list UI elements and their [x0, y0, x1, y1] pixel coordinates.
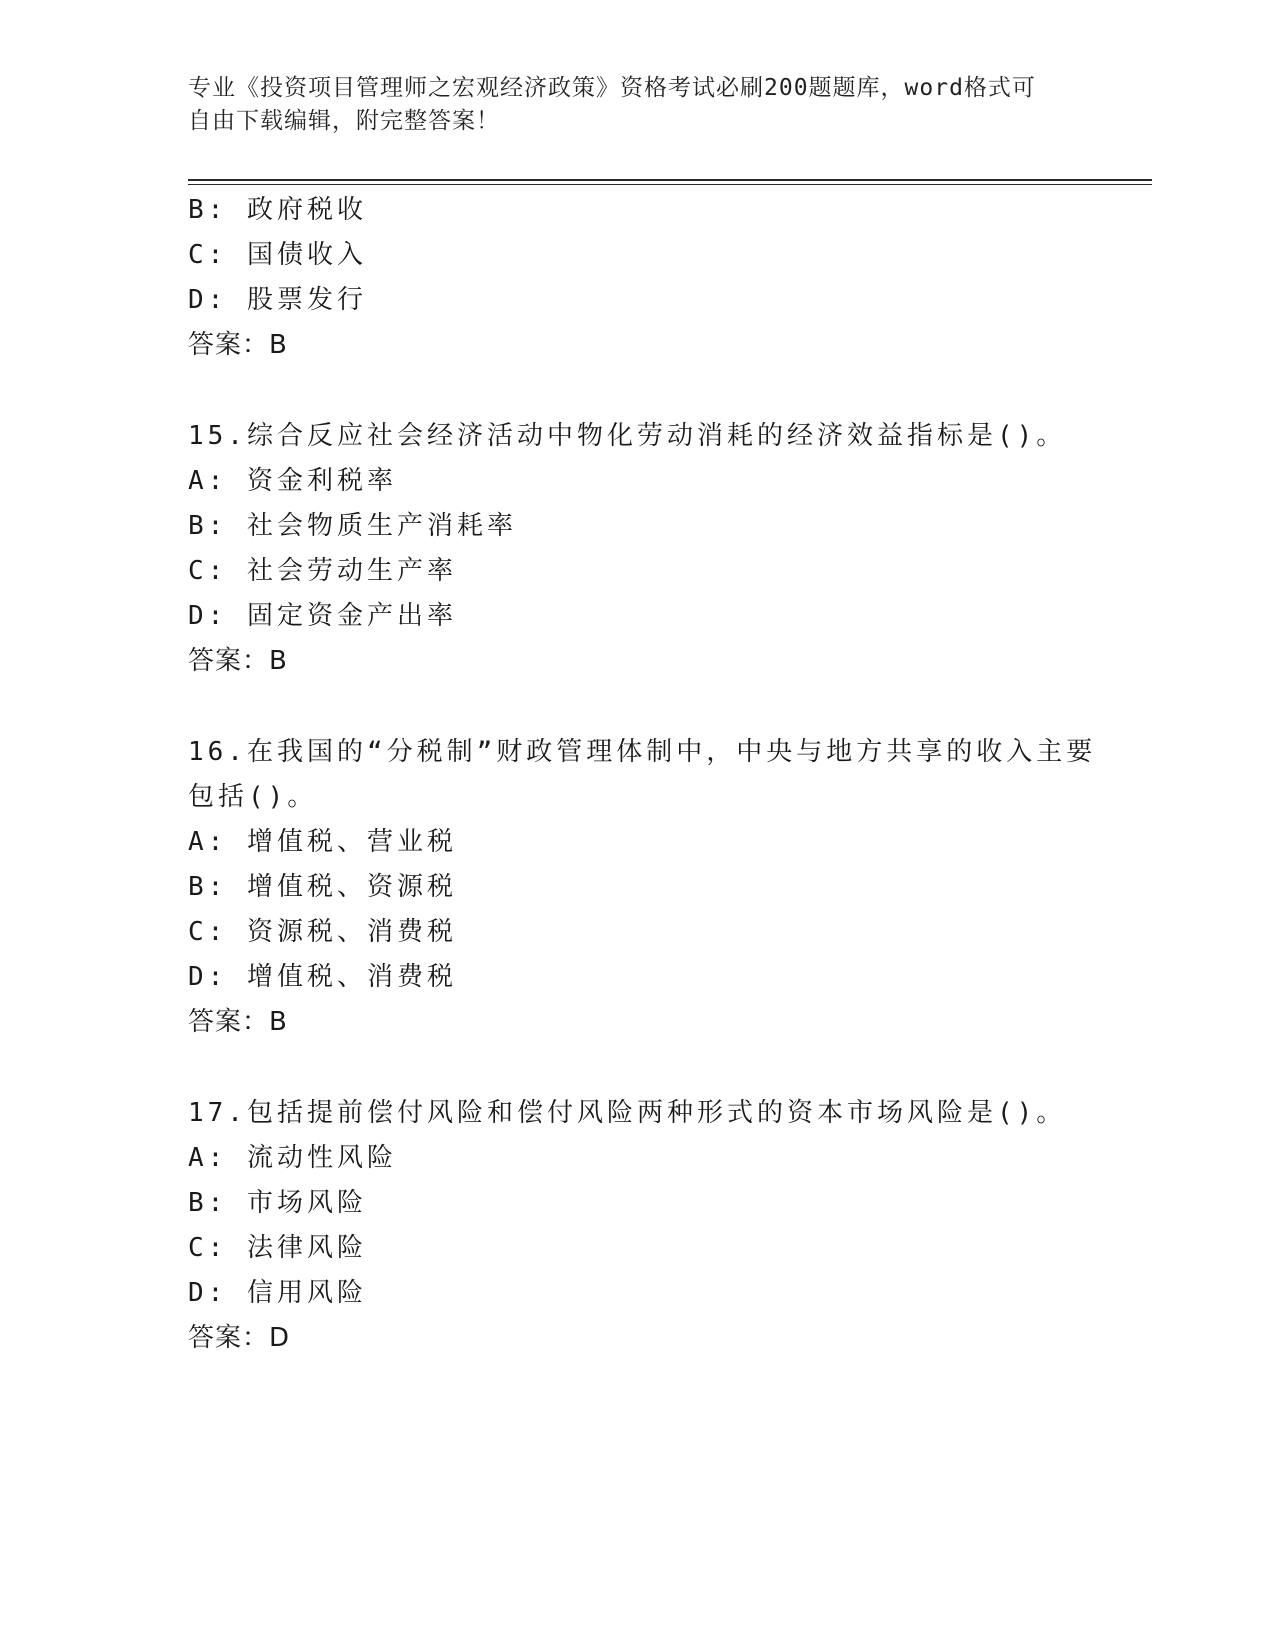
q17-option-c: C: 法律风险 [188, 1233, 367, 1263]
q15-answer: 答案：B [188, 646, 288, 676]
q17-stem: 17.包括提前偿付风险和偿付风险两种形式的资本市场风险是()。 [188, 1098, 1067, 1128]
q15-option-a: A: 资金利税率 [188, 466, 397, 496]
q17-option-d: D: 信用风险 [188, 1278, 367, 1308]
header-line-1: 专业《投资项目管理师之宏观经济政策》资格考试必刷200题题库，word格式可 [188, 75, 1036, 101]
q16-stem-line-2: 包括()。 [188, 782, 318, 812]
q16-option-c: C: 资源税、消费税 [188, 917, 457, 947]
q15-option-c: C: 社会劳动生产率 [188, 556, 457, 586]
q15-option-b: B: 社会物质生产消耗率 [188, 511, 517, 541]
q17-answer: 答案：D [188, 1323, 291, 1353]
q14-option-c: C: 国债收入 [188, 240, 367, 270]
header-divider [188, 179, 1152, 185]
q14-option-b: B: 政府税收 [188, 195, 367, 225]
q16-option-a: A: 增值税、营业税 [188, 827, 457, 857]
q14-answer: 答案：B [188, 330, 288, 360]
q16-stem-line-1: 16.在我国的“分税制”财政管理体制中，中央与地方共享的收入主要 [188, 737, 1097, 767]
q15-option-d: D: 固定资金产出率 [188, 601, 457, 631]
q16-answer: 答案：B [188, 1007, 288, 1037]
q16-option-b: B: 增值税、资源税 [188, 872, 457, 902]
q17-option-b: B: 市场风险 [188, 1188, 367, 1218]
q17-option-a: A: 流动性风险 [188, 1143, 397, 1173]
document-header [188, 72, 1068, 138]
q15-stem: 15.综合反应社会经济活动中物化劳动消耗的经济效益指标是()。 [188, 421, 1067, 451]
header-line-2: 自由下载编辑，附完整答案！ [188, 108, 500, 134]
q14-option-d: D: 股票发行 [188, 285, 367, 315]
q16-option-d: D: 增值税、消费税 [188, 962, 457, 992]
